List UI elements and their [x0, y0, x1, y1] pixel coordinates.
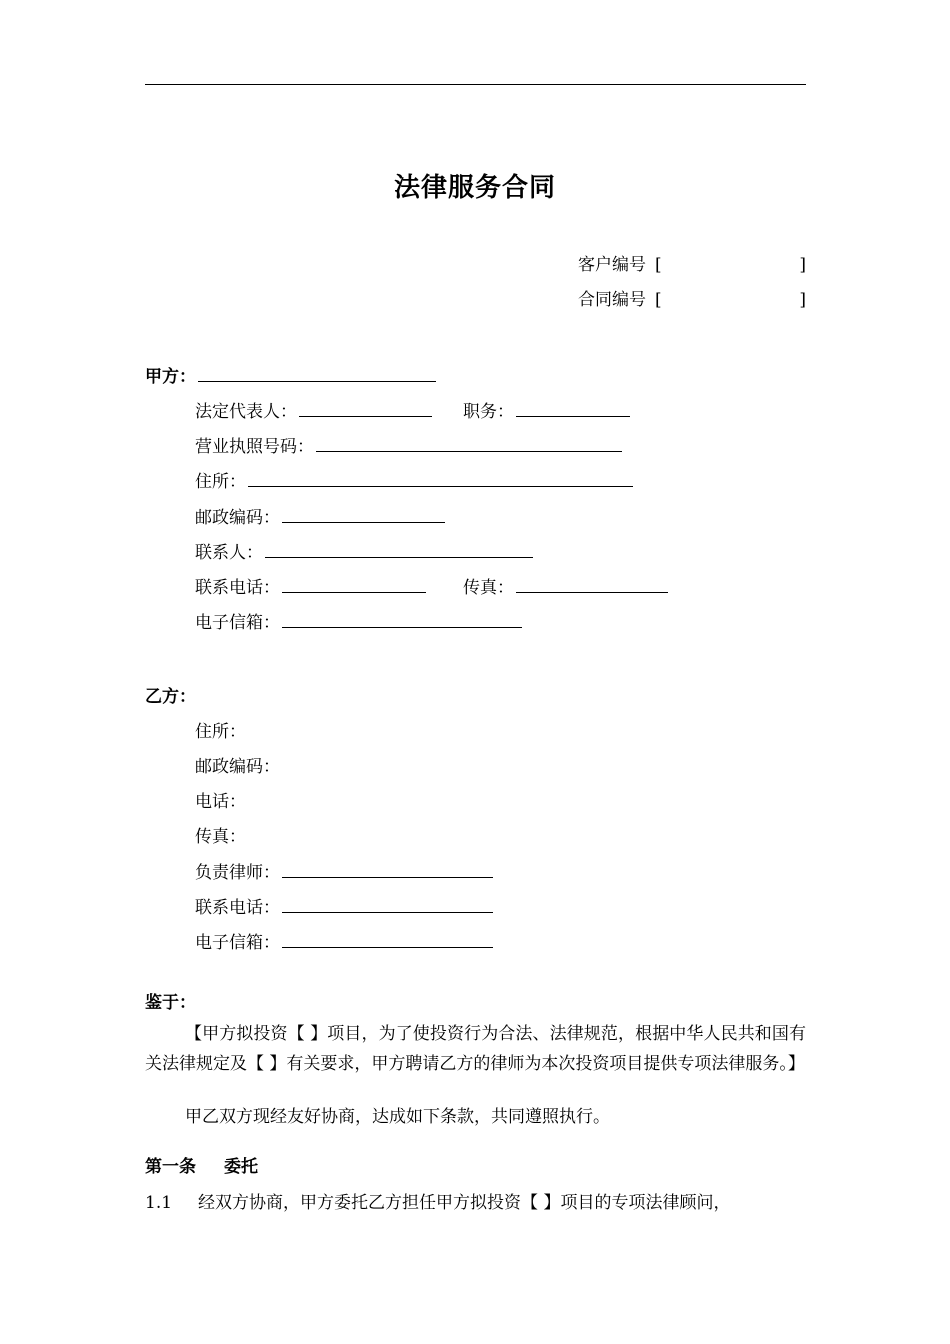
party-b-address: 住所：: [195, 722, 246, 742]
party-b-heading: 乙方：: [145, 687, 196, 707]
contact-blank[interactable]: [265, 539, 533, 558]
bracket-close: ]: [799, 255, 806, 275]
license-number-blank[interactable]: [316, 433, 622, 452]
party-a-section: [145, 363, 436, 390]
whereas-paragraph-1: 【甲方拟投资【 】项目，为了使投资行为合法、法律规范，根据中华人民共和国有关法律规定及【 】有关要求，甲方聘请乙方的律师为本次投资项目提供专项法律服务。】: [145, 1024, 806, 1074]
address-blank[interactable]: [248, 468, 633, 487]
party-a-email-row: [195, 609, 522, 636]
contact-phone-blank[interactable]: [282, 894, 493, 913]
party-a-phone-row: [195, 574, 426, 601]
party-a-contact-row: [195, 539, 533, 566]
contact-phone-label: 联系电话：: [195, 898, 280, 918]
clause-text: 经双方协商，甲方委托乙方担任甲方拟投资【 】项目的专项法律顾问，: [198, 1193, 731, 1213]
party-b-fax: 传真：: [195, 827, 246, 847]
lawyer-blank[interactable]: [282, 859, 493, 878]
contact-label: 联系人：: [195, 543, 263, 563]
party-b-email-row: [195, 929, 493, 956]
party-b-postcode: 邮政编码：: [195, 757, 280, 777]
client-number-label: 客户编号: [578, 255, 646, 275]
article-number: 第一条: [145, 1157, 196, 1177]
party-a-license-row: [195, 433, 622, 460]
party-b-phone: 电话：: [195, 792, 246, 812]
postcode-label: 邮政编码：: [195, 508, 280, 528]
postcode-blank[interactable]: [282, 504, 445, 523]
bracket-open: [: [655, 255, 662, 275]
party-a-legal-rep-row: [195, 398, 432, 425]
lawyer-label: 负责律师：: [195, 863, 280, 883]
position-blank[interactable]: [516, 398, 630, 417]
party-a-address-row: [195, 468, 633, 495]
party-b-lawyer-row: [195, 859, 493, 886]
header-rule: [145, 84, 806, 85]
clause-number: 1.1: [145, 1193, 173, 1213]
contract-number-row: [578, 287, 806, 313]
clause-1-1: [145, 1190, 730, 1216]
article-1-heading: [145, 1154, 258, 1180]
party-b-contact-phone-row: [195, 894, 493, 921]
license-number-label: 营业执照号码：: [195, 437, 314, 457]
legal-rep-label: 法定代表人：: [195, 402, 297, 422]
fax-blank[interactable]: [516, 574, 668, 593]
phone-blank[interactable]: [282, 574, 426, 593]
party-a-heading: 甲方：: [145, 367, 196, 387]
party-a-name-blank[interactable]: [198, 363, 436, 382]
client-number-row: [578, 252, 806, 278]
email-label: 电子信箱：: [195, 613, 280, 633]
party-a-postcode-row: [195, 504, 445, 531]
phone-label: 联系电话：: [195, 578, 280, 598]
email-blank[interactable]: [282, 929, 493, 948]
bracket-close: ]: [799, 290, 806, 310]
contract-number-label: 合同编号: [578, 290, 646, 310]
fax-label: 传真：: [463, 578, 514, 598]
party-a-fax-row: [463, 574, 668, 601]
article-title: 委托: [224, 1157, 258, 1177]
position-label: 职务：: [463, 402, 514, 422]
document-title: 法律服务合同: [393, 173, 556, 203]
whereas-heading: 鉴于：: [145, 993, 196, 1013]
party-a-position-row: [463, 398, 630, 425]
whereas-paragraph-2: 甲乙双方现经友好协商，达成如下条款，共同遵照执行。: [185, 1107, 610, 1127]
bracket-open: [: [655, 290, 662, 310]
address-label: 住所：: [195, 472, 246, 492]
legal-rep-blank[interactable]: [299, 398, 432, 417]
email-blank[interactable]: [282, 609, 522, 628]
email-label: 电子信箱：: [195, 933, 280, 953]
